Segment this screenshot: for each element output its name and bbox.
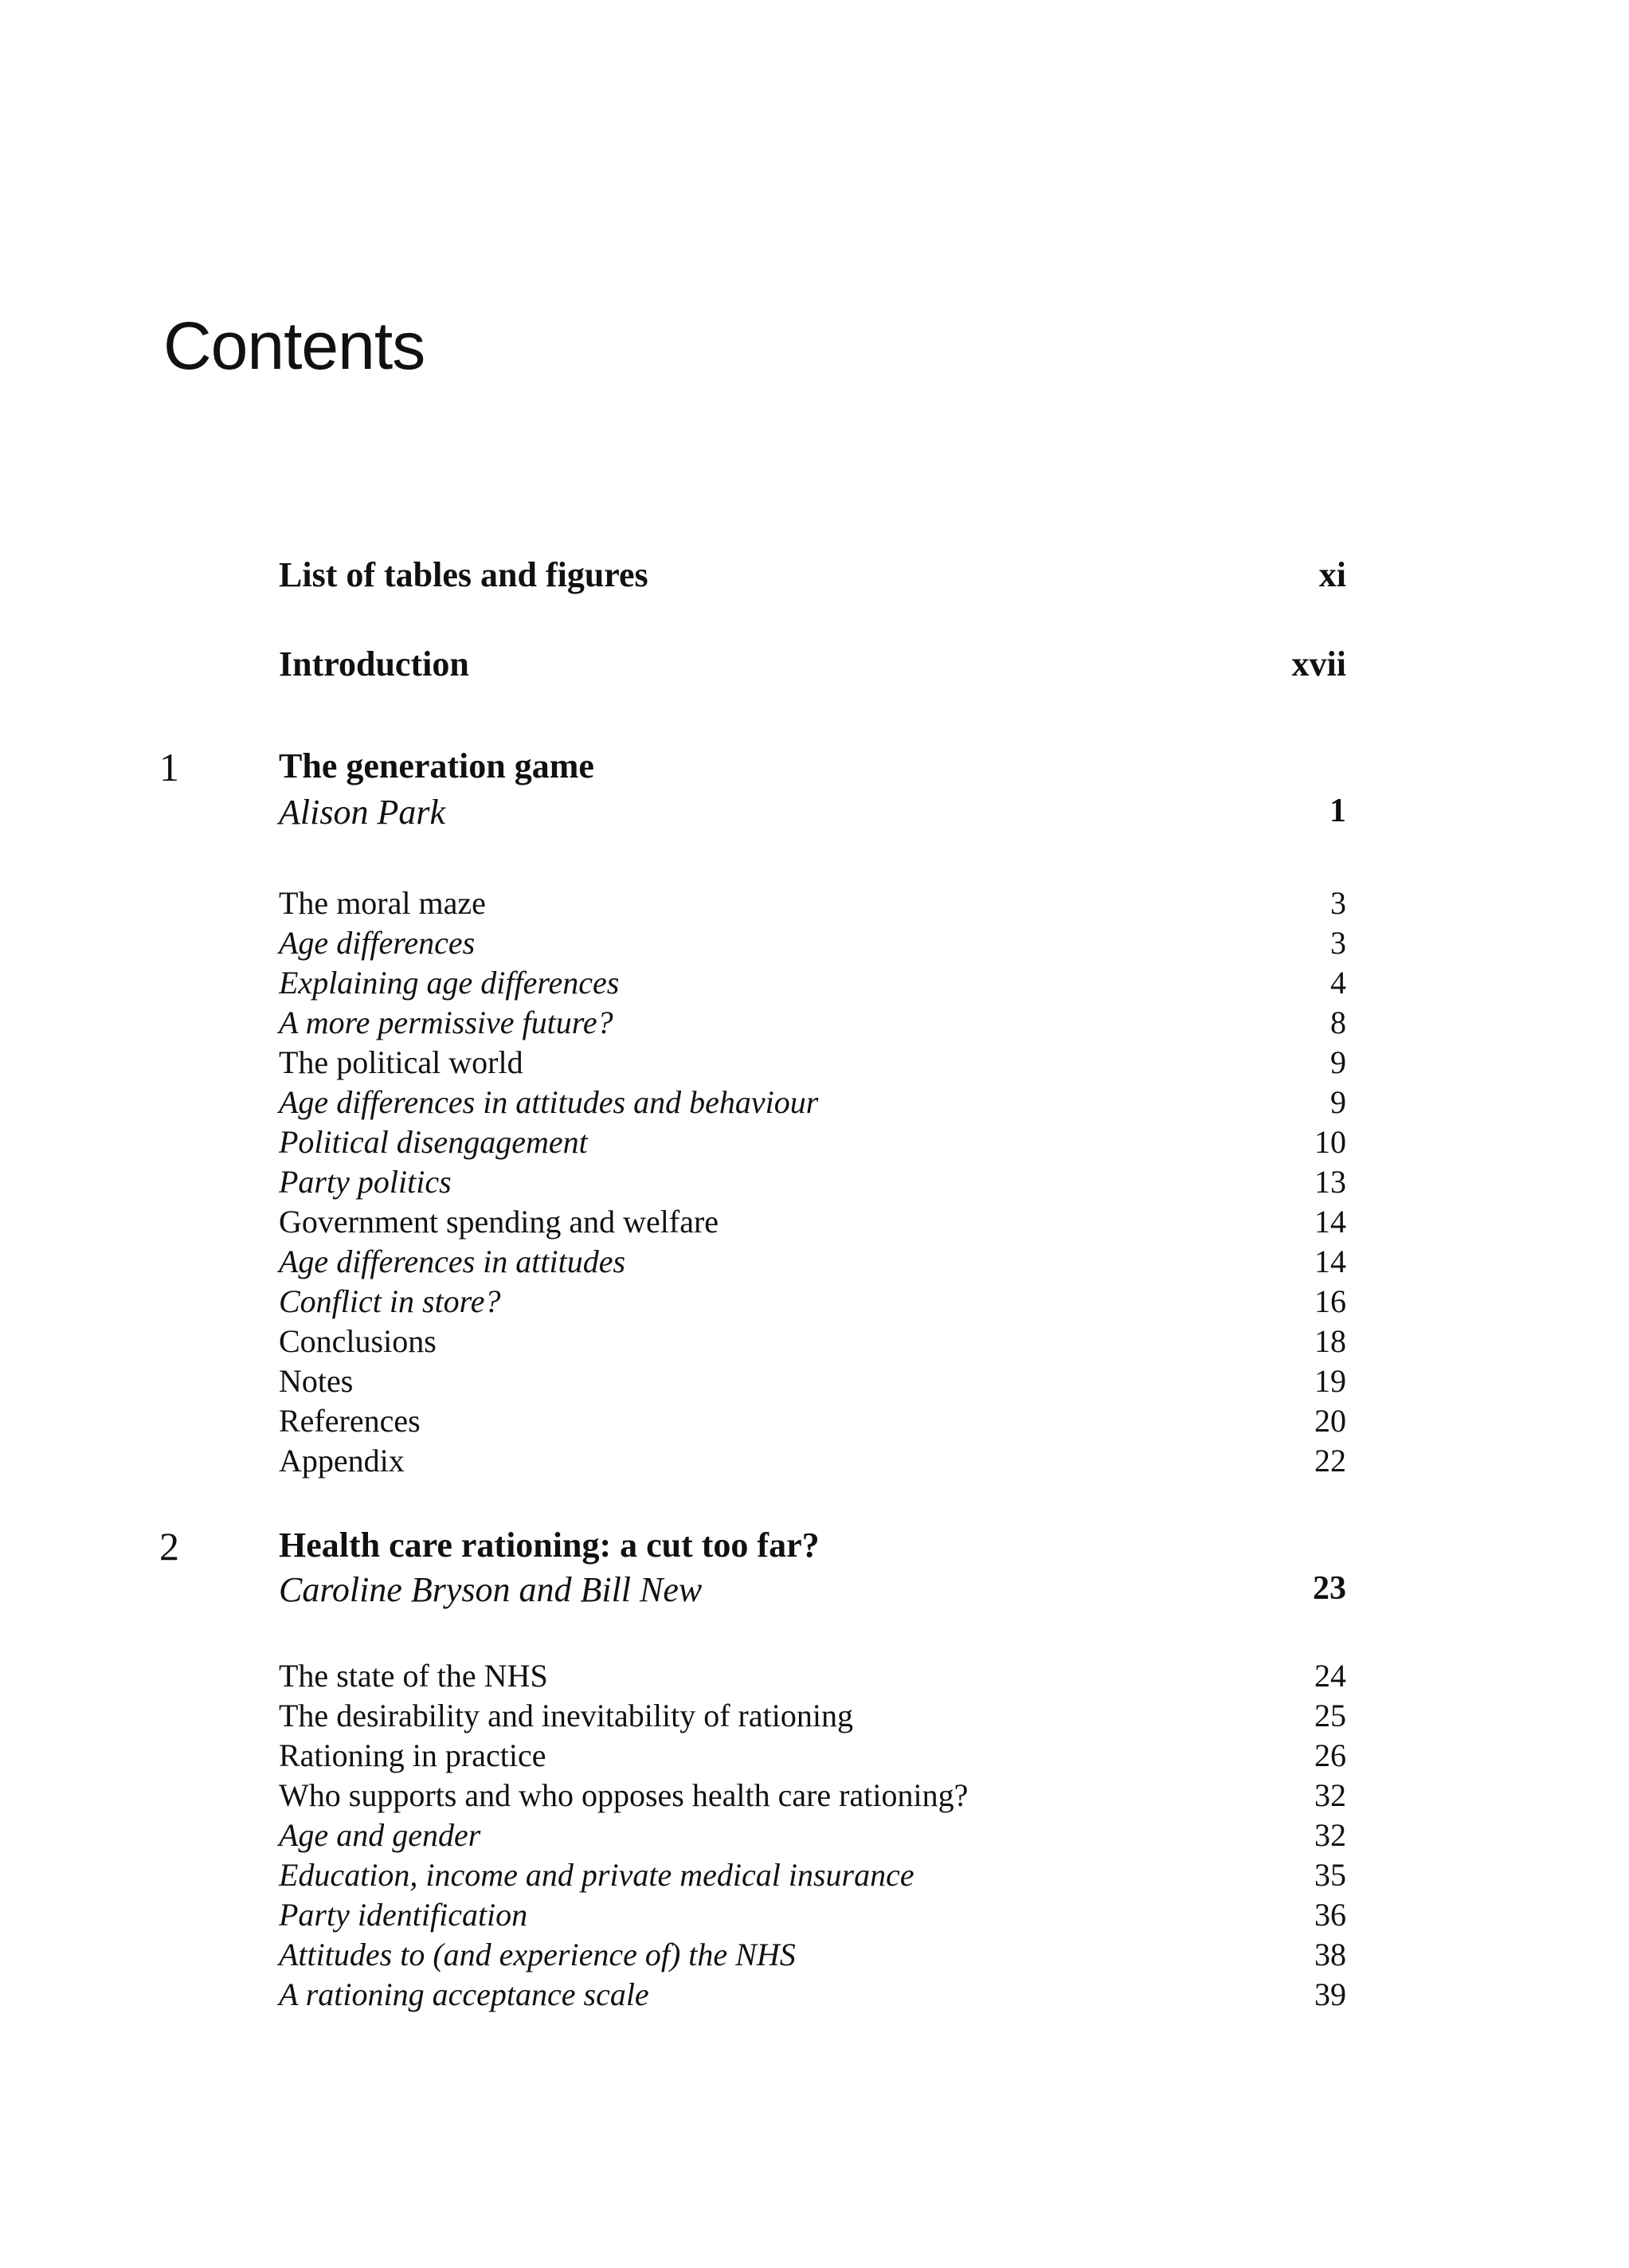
chapter-author: Caroline Bryson and Bill New: [279, 1570, 703, 1609]
toc-entry[interactable]: [279, 1776, 1346, 1816]
toc-entry-page: 19: [1314, 1363, 1346, 1399]
toc-entry-page: 3: [1330, 885, 1346, 921]
toc-entry-page: 14: [1314, 1204, 1346, 1240]
toc-entry-page: 18: [1314, 1323, 1346, 1359]
toc-entry-page: 20: [1314, 1403, 1346, 1439]
toc-entry-page: 36: [1314, 1897, 1346, 1933]
toc-entry-page: 32: [1314, 1817, 1346, 1853]
toc-entry[interactable]: [279, 1402, 1346, 1442]
toc-entry-title: The state of the NHS: [279, 1658, 548, 1694]
toc-entry-title: Age differences: [279, 925, 476, 961]
toc-entry-page: 9: [1330, 1084, 1346, 1120]
toc-entry-title: The desirability and inevitability of rationing: [279, 1698, 853, 1733]
toc-entry[interactable]: [279, 1123, 1346, 1163]
toc-entry[interactable]: [279, 1283, 1346, 1322]
toc-entry-title: Appendix: [279, 1443, 405, 1479]
toc-entry[interactable]: [279, 1936, 1346, 1976]
toc-entry-page: 10: [1314, 1124, 1346, 1160]
toc-entry[interactable]: [279, 1004, 1346, 1044]
toc-entry-title: Party politics: [279, 1164, 452, 1200]
toc-entry-page: 16: [1314, 1283, 1346, 1319]
toc-entry-title: Government spending and welfare: [279, 1204, 719, 1240]
toc-entry-page: 13: [1314, 1164, 1346, 1200]
toc-entry-title: Explaining age differences: [279, 965, 620, 1001]
toc-entry[interactable]: [279, 1697, 1346, 1737]
toc-entry-page: 38: [1314, 1937, 1346, 1972]
toc-entry-list-of-tables[interactable]: [279, 554, 1346, 594]
toc-entry-title: A rationing acceptance scale: [279, 1976, 649, 2012]
toc-entry[interactable]: [279, 1083, 1346, 1123]
toc-entry-introduction[interactable]: [279, 644, 1346, 684]
toc-entry-title: Age differences in attitudes and behaviour: [279, 1084, 819, 1120]
toc-entry-page: 24: [1314, 1658, 1346, 1694]
chapter-title[interactable]: The generation game: [279, 746, 594, 785]
toc-entry-title: List of tables and figures: [279, 555, 648, 594]
toc-entry[interactable]: [279, 1362, 1346, 1402]
chapter-page: 1: [1329, 793, 1346, 829]
toc-entry-page: 22: [1314, 1443, 1346, 1479]
toc-entry-title: A more permissive future?: [279, 1005, 613, 1040]
toc-entry-title: Who supports and who opposes health care rationing?: [279, 1777, 969, 1813]
chapter-number: 2: [159, 1524, 179, 1569]
toc-entry-page: 39: [1314, 1976, 1346, 2012]
toc-entry-page: 4: [1330, 965, 1346, 1001]
toc-entry[interactable]: [279, 1243, 1346, 1283]
toc-entry-page: 35: [1314, 1857, 1346, 1893]
toc-entry-title: Political disengagement: [279, 1124, 588, 1160]
toc-entry-title: The political world: [279, 1044, 523, 1080]
toc-entry[interactable]: [279, 884, 1346, 924]
toc-entry[interactable]: [279, 1737, 1346, 1776]
toc-entry[interactable]: [279, 964, 1346, 1004]
toc-entry[interactable]: [279, 1163, 1346, 1203]
toc-entry-title: Notes: [279, 1363, 354, 1399]
toc-entry[interactable]: [279, 1322, 1346, 1362]
toc-entry-title: Introduction: [279, 644, 469, 684]
toc-entry[interactable]: [279, 1044, 1346, 1083]
toc-entry-title: Conflict in store?: [279, 1283, 501, 1319]
toc-entry-page: 32: [1314, 1777, 1346, 1813]
toc-entry[interactable]: [279, 1203, 1346, 1243]
toc-entry[interactable]: [279, 1816, 1346, 1856]
toc-entry[interactable]: [279, 1442, 1346, 1482]
toc-entry[interactable]: [279, 924, 1346, 964]
toc-entry-page: 26: [1314, 1737, 1346, 1773]
chapter-title[interactable]: Health care rationing: a cut too far?: [279, 1526, 820, 1565]
toc-entry-title: The moral maze: [279, 885, 486, 921]
toc-entry-title: Age differences in attitudes: [279, 1244, 626, 1279]
toc-entry[interactable]: [279, 1657, 1346, 1697]
toc-entry-title: Party identification: [279, 1897, 528, 1933]
toc-entry[interactable]: [279, 1976, 1346, 2015]
toc-entry-title: Conclusions: [279, 1323, 437, 1359]
toc-entry-page: 25: [1314, 1698, 1346, 1733]
toc-entry-page: 14: [1314, 1244, 1346, 1279]
chapter-author: Alison Park: [279, 793, 445, 832]
page-title: Contents: [163, 308, 425, 383]
toc-entry-page: xvii: [1291, 644, 1346, 684]
toc-entry-page: 3: [1330, 925, 1346, 961]
toc-entry-title: Rationing in practice: [279, 1737, 546, 1773]
chapter-page: 23: [1313, 1570, 1346, 1607]
toc-entry[interactable]: [279, 1896, 1346, 1936]
toc-entry-title: References: [279, 1403, 421, 1439]
toc-entry-page: xi: [1318, 555, 1346, 594]
toc-entry-title: Age and gender: [279, 1817, 481, 1853]
toc-entry-page: 8: [1330, 1005, 1346, 1040]
toc-entry-page: 9: [1330, 1044, 1346, 1080]
toc-entry[interactable]: [279, 1856, 1346, 1896]
chapter-author-row: [279, 792, 1346, 832]
chapter-number: 1: [159, 745, 179, 789]
toc-entry-title: Education, income and private medical insurance: [279, 1857, 914, 1893]
chapter-author-row: [279, 1569, 1346, 1609]
toc-entry-title: Attitudes to (and experience of) the NHS: [279, 1937, 796, 1972]
